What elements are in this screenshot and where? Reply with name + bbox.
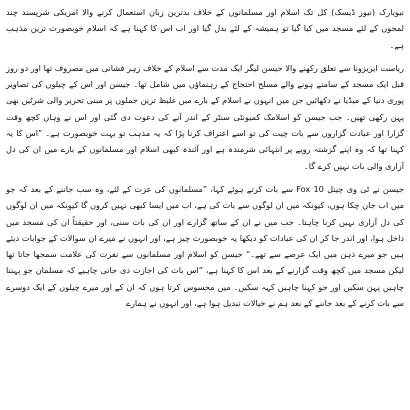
article-paragraph-background: ریاست ایریزونا سے تعلق رکھنے والا جیسن لیگر ایک مدت سے اسلام کے خلاف زہر فشانی میں مصروف تھا اور دو روز قبل ایک مسجد کے سامنے ہونے والے مسلح احتجاج کے رہنماؤں میں شامل تھا۔ جیسن اور اس کے چیلوں کی تصاویر پوری دنیا کے میڈیا نے دکھائیں جن میں انہوں نے اسلام کے بارے میں غلیظ ترین جملوں پر مبنی تحریر والی شرٹیں بھی پہن رکھی تھیں۔ جب جیسن کو اسلامک کمیونٹی سنٹر کے اندر آنے کی دعوت دی گئی اور اس نے وہاں کچھ وقت گزارا اور عبادت گزاروں سے بات چیت کی تو اسے اعتراف کرنا پڑا کہ یہ مذہب تو بہت خوبصورت ہے۔ ”اس کا یہ کہنا تھا کہ وہ اپنے گزشتہ رویے پر انتہائی شرمندہ ہے اور آئندہ کبھی اسلام اور مسلمانوں کے بارے میں ان کی دل آزاری والی بات نہیں کرے گا۔	[6, 62, 404, 171]
article-paragraph-intro: نیویارک (نیوز ڈیسک) کل تک اسلام اور مسلمانوں کے خلاف بدترین زبان استعمال کرنے والا امریکی شرپسند چند لمحوں کے لئے مسجد میں کیا گیا تو ہمیشہ کے لئے بدل گیا اور اب اس کا کہنا ہے کہ اسلام خوبصورت ترین مذہب ہے۔	[6, 7, 404, 50]
article-paragraph-interview: جیسن نے ٹی وی چینل Fox 10 سے بات کرتے ہوئے کہا، ”مسلمانوں کی عزت کے لئے، وہ سب جاننے کے بعد کہ جو میں اب جان چکا ہوں، کیونکہ میں ان لوگوں سے بات کی ہے، اب میں ایسا کبھی نہیں کروں گا کیونکہ میں ان لوگوں کی دل آزاری نہیں کرنا چاہتا۔ جب میں نے ان کے ساتھ گزارے اور ان کی بات سنی، اور حقیقتاً ان کی مسجد میں داخل ہوا، اور اندر جا کر ان کی عبادات کو دیکھا یہ خوبصورت چیز ہے، اور انہوں نے میرے ان سوالات کے جوابات دیئے ہیں جو میرے ذہن میں ایک عرصے سے تھے۔“ جیسن کو اسلام اور مسلمانوں سے نفرت کی علامت سمجھا جاتا تھا لیکن مسجد میں کچھ وقت گزارنے کے بعد اس کا کہنا ہے، ”اس بات کی اجازت دی جانی چاہیے کہ مسلمان جو پہننا چاہیں پہن سکیں اور جو کہنا چاہیں کہہ سکیں۔ میں محسوس کرتا ہوں کہ ان کے اور میرے چیلوں کے ایک دوسرے سے بات کرنے کے بعد جاننے کے بعد ہم نے خیالات تبدیل ہوا ہے، اور انہوں نے ہمارے	[6, 183, 404, 309]
